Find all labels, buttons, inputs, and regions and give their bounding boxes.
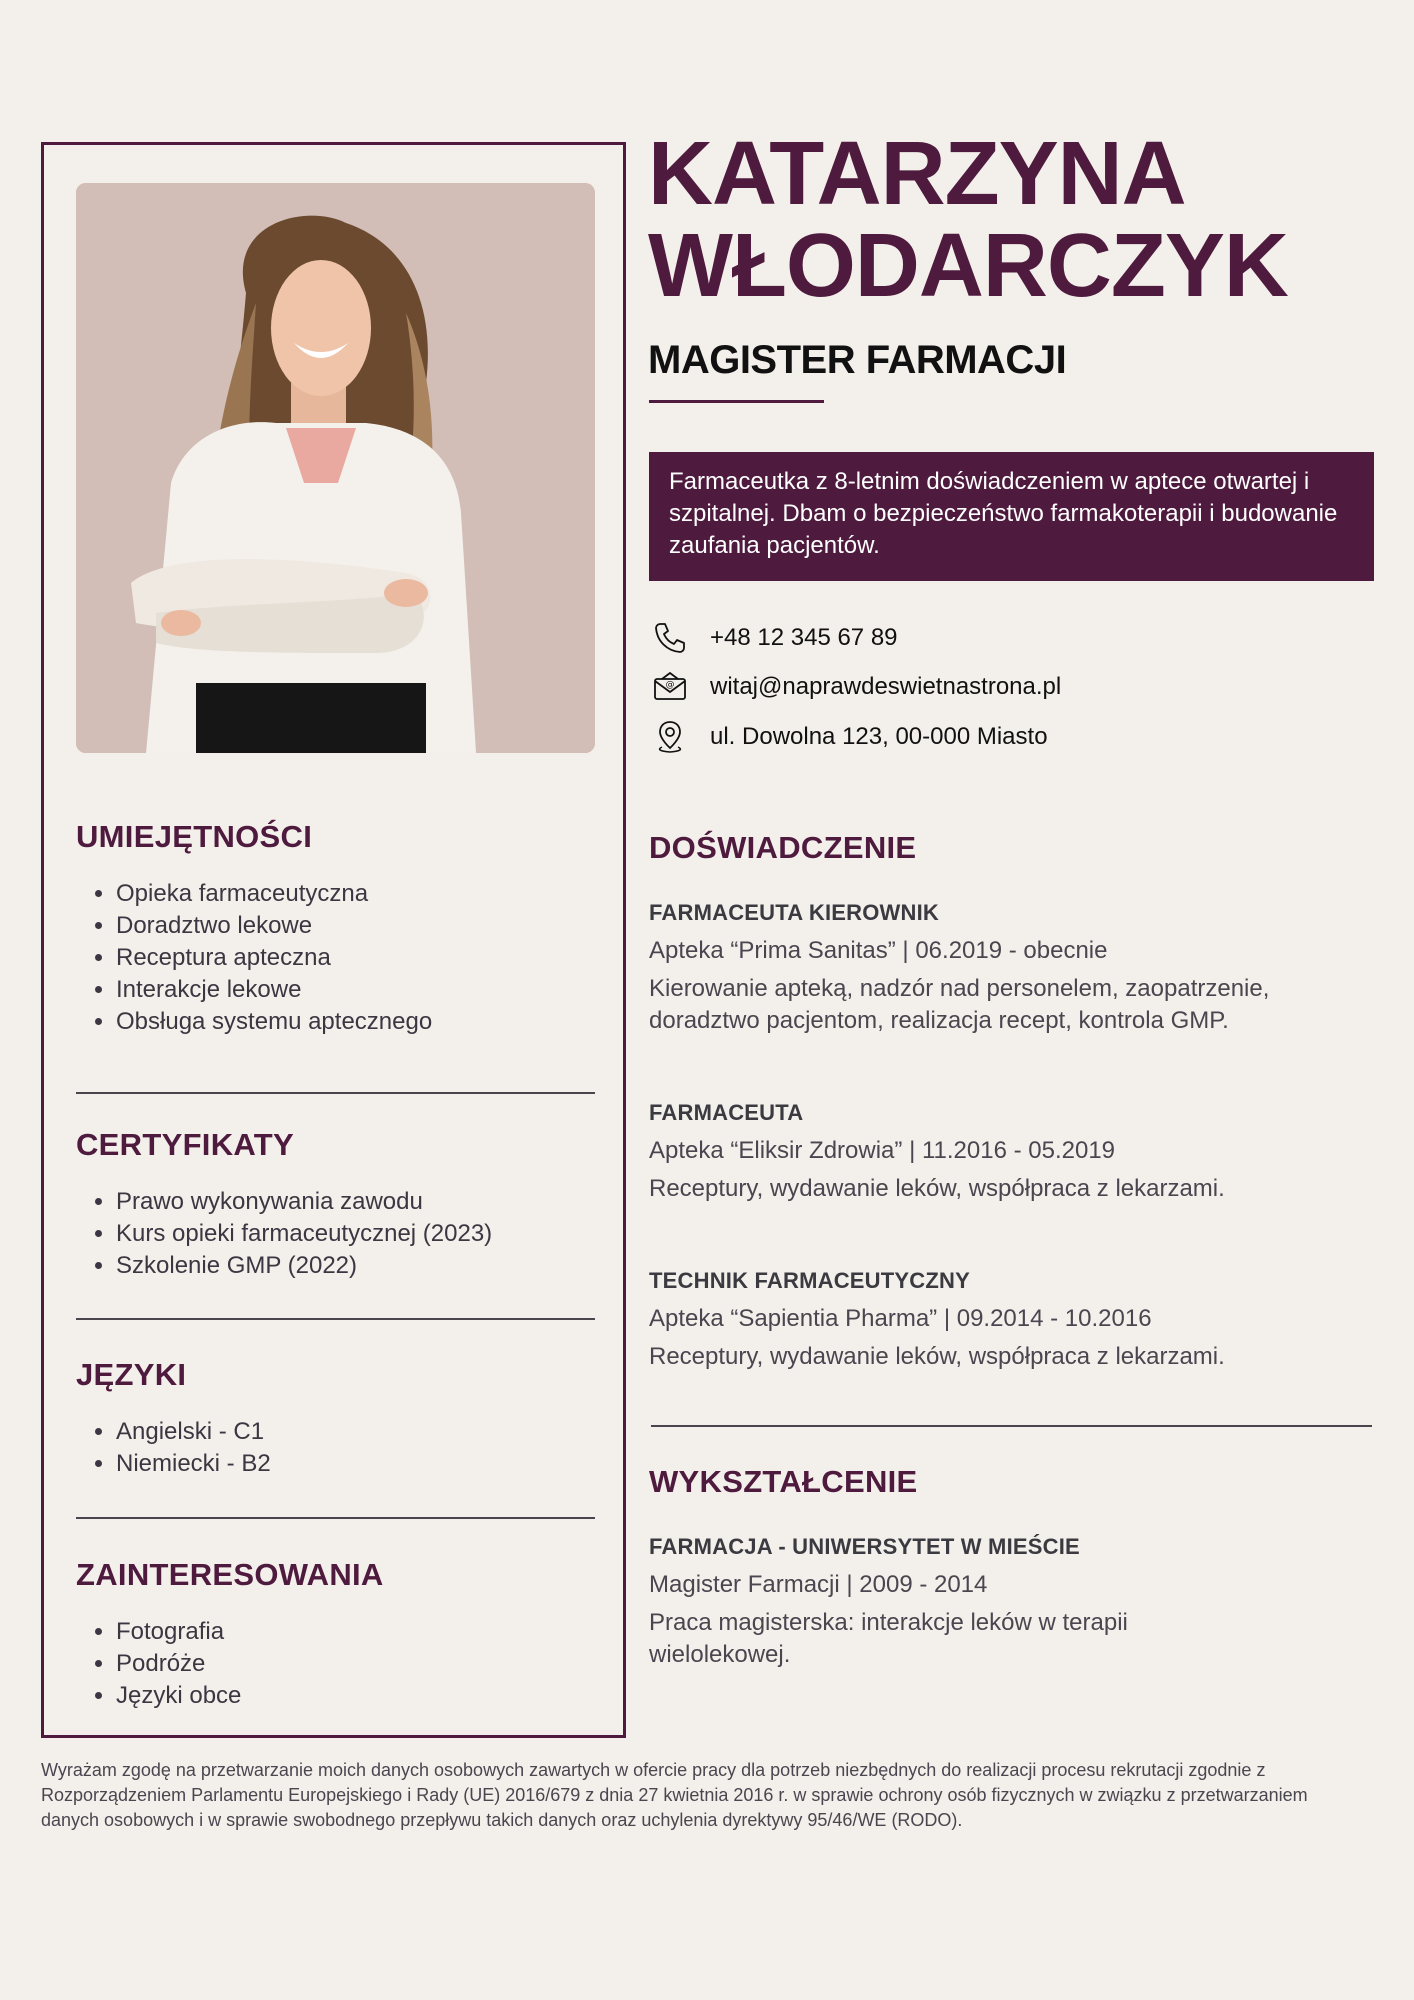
svg-text:@: @ [665, 680, 675, 690]
divider [76, 1517, 595, 1519]
job-description: Receptury, wydawanie leków, współpraca z lekarzami. [649, 1343, 1225, 1370]
profile-photo [76, 183, 595, 753]
interests-section [76, 1556, 595, 1712]
certificates-list [76, 1186, 595, 1282]
languages-section [76, 1356, 595, 1480]
list-item: • Receptura apteczna [116, 942, 595, 974]
email-text: witaj@naprawdeswietnastrona.pl [710, 673, 1062, 700]
location-pin-icon [650, 717, 690, 757]
name-first: KATARZYNA [648, 124, 1186, 224]
job-role: FARMACEUTA [649, 1100, 804, 1125]
envelope-icon [650, 667, 690, 707]
job-meta: Apteka “Eliksir Zdrowia” | 11.2016 - 05.2019 [649, 1137, 1116, 1164]
job-role: TECHNIK FARMACEUTYCZNY [649, 1268, 970, 1293]
job-meta: Apteka “Sapientia Pharma” | 09.2014 - 10.2016 [649, 1305, 1152, 1332]
divider [76, 1318, 595, 1320]
education-description: Praca magisterska: interakcje leków w terapii wielolekowej. [649, 1609, 1128, 1668]
contact-address [650, 717, 1048, 757]
phone-text: +48 12 345 67 89 [710, 624, 898, 651]
contact-email [650, 667, 1061, 707]
gdpr-consent: Wyrażam zgodę na przetwarzanie moich danych osobowych zawartych w ofercie pracy dla potrzeb niezbędnych do realizacji procesu rekrutacji zgodnie z Rozporządzeniem Parlamentu Europejskiego i Rady (UE) 2016/679 z dnia 27 kwietnia 2016 r. w sprawie ochrony osób fizycznych w związku z przetwarzaniem danych osobowych i w sprawie swobodnego przepływu takich danych oraz uchylenia dyrektywy 95/46/WE (RODO). [41, 1760, 1308, 1830]
candidate-name [648, 124, 1288, 316]
education-heading: WYKSZTAŁCENIE [649, 1464, 918, 1499]
skills-heading: UMIEJĘTNOŚCI [76, 819, 313, 854]
list-item: • Podróże [116, 1648, 595, 1680]
education-meta: Magister Farmacji | 2009 - 2014 [649, 1571, 988, 1598]
list-item: • Języki obce [116, 1680, 595, 1712]
skills-list [76, 878, 595, 1038]
divider [651, 1425, 1372, 1427]
certificates-heading: CERTYFIKATY [76, 1127, 294, 1162]
experience-entry [649, 1267, 1379, 1373]
skills-section [76, 818, 595, 1038]
list-item: • Opieka farmaceutyczna [116, 878, 595, 910]
summary-box: Farmaceutka z 8-letnim doświadczeniem w aptece otwartej i szpitalnej. Dbam o bezpieczeństwo farmakoterapii i budowanie zaufania pacjentów. [649, 452, 1374, 581]
job-description: Receptury, wydawanie leków, współpraca z lekarzami. [649, 1175, 1225, 1202]
list-item: • Doradztwo lekowe [116, 910, 595, 942]
list-item: • Fotografia [116, 1616, 595, 1648]
list-item: • Prawo wykonywania zawodu [116, 1186, 595, 1218]
languages-list [76, 1416, 595, 1480]
address-text: ul. Dowolna 123, 00-000 Miasto [710, 723, 1048, 750]
education-role: FARMACJA - UNIWERSYTET W MIEŚCIE [649, 1534, 1080, 1559]
divider [76, 1092, 595, 1094]
title-underline [649, 400, 824, 403]
list-item: • Kurs opieki farmaceutycznej (2023) [116, 1218, 595, 1250]
list-item: • Angielski - C1 [116, 1416, 595, 1448]
experience-entry [649, 1099, 1379, 1205]
list-item: • Niemiecki - B2 [116, 1448, 595, 1480]
contact-phone [650, 618, 898, 658]
interests-list [76, 1616, 595, 1712]
list-item: • Interakcje lekowe [116, 974, 595, 1006]
phone-icon [650, 618, 690, 658]
languages-heading: JĘZYKI [76, 1357, 187, 1392]
interests-heading: ZAINTERESOWANIA [76, 1557, 384, 1592]
education-entry [649, 1533, 1229, 1671]
job-meta: Apteka “Prima Sanitas” | 06.2019 - obecnie [649, 937, 1108, 964]
list-item: • Obsługa systemu aptecznego [116, 1006, 595, 1038]
list-item: • Szkolenie GMP (2022) [116, 1250, 595, 1282]
experience-heading: DOŚWIADCZENIE [649, 830, 917, 865]
job-description: Kierowanie apteką, nadzór nad personelem, zaopatrzenie, doradztwo pacjentom, realizacja recept, kontrola GMP. [649, 975, 1270, 1034]
certificates-section [76, 1126, 595, 1282]
job-role: FARMACEUTA KIEROWNIK [649, 900, 939, 925]
job-title: MAGISTER FARMACJI [648, 338, 1067, 382]
name-last: WŁODARCZYK [648, 216, 1288, 316]
experience-entry [649, 899, 1379, 1037]
profile-photo-illustration [76, 183, 595, 753]
